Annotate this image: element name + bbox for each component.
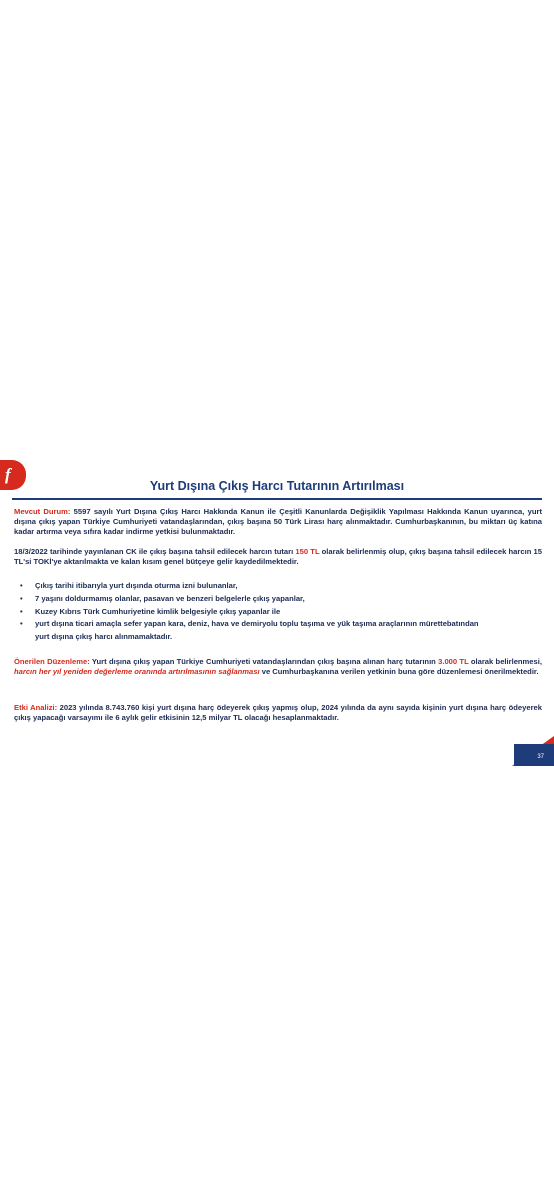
slide-title: Yurt Dışına Çıkış Harcı Tutarının Artırılması <box>149 479 405 493</box>
ck-text-before: 18/3/2022 tarihinde yayınlanan CK ile çıkış başına tahsil edilecek harcın tutarı <box>14 547 296 556</box>
list-item: • Kuzey Kıbrıs Türk Cumhuriyetine kimlik belgesiyle çıkış yapanlar ile <box>14 607 542 620</box>
list-item: • yurt dışına ticari amaçla sefer yapan kara, deniz, hava ve demiryolu toplu taşıma ve yük taşıma araçlarının mürettebatından <box>14 619 542 632</box>
ck-amount: 150 TL <box>295 547 320 556</box>
proposed-text-after: ve Cumhurbaşkanına verilen yetkinin buna göre düzenlemesi önerilmektedir. <box>259 667 539 677</box>
proposed-regulation-paragraph <box>14 657 542 677</box>
ck-text-after: olarak belirlenmiş olup, çıkış başına tahsil edilecek harcın 15 TL'si TOKİ'ye aktarılmakta ve kalan kısım genel bütçeye gelir kaydedilmektedir. <box>14 547 542 567</box>
presentation-slide <box>0 446 554 766</box>
logo-letter: f <box>5 465 11 484</box>
proposed-text-before: Yurt dışına çıkış yapan Türkiye Cumhuriyeti vatandaşlarından çıkış başına alınan harç tutarının <box>89 657 439 666</box>
exemption-list <box>14 581 542 642</box>
current-situation-text: 5597 sayılı Yurt Dışına Çıkış Harcı Hakkında Kanun ile Çeşitli Kanunlarda Değişiklik Yapılması Hakkında Kanun uyarınca, yurt dışına çıkış yapan Türkiye Cumhuriyeti vatandaşlarından, çıkış başına 50 Türk Lirası harç alınmaktadır. Cumhurbaşkanının, bu miktarı üç katına kadar artırma veya sıfıra kadar indirme yetkisi bulunmaktadır. <box>14 507 542 537</box>
list-tail: yurt dışına çıkış harcı alınmamaktadır. <box>35 632 173 642</box>
proposed-regulation-label: Önerilen Düzenleme: <box>14 657 90 666</box>
proposed-amount: 3.000 TL <box>438 657 469 666</box>
ck-paragraph <box>14 547 542 567</box>
page-number: 37 <box>537 754 544 760</box>
list-item: • Çıkış tarihi itibarıyla yurt dışında oturma izni bulunanlar, <box>14 581 542 594</box>
proposed-text-mid: olarak belirlenmesi, <box>468 657 542 666</box>
list-item: • 7 yaşını doldurmamış olanlar, pasavan ve benzeri belgelerle çıkış yapanlar, <box>14 594 542 607</box>
proposed-emphasis: harcın her yıl yeniden değerleme oranında artırılmasının sağlanması <box>14 667 260 677</box>
impact-analysis-paragraph <box>14 703 542 723</box>
page-number-box <box>514 744 554 766</box>
current-situation-label: Mevcut Durum: <box>14 507 71 516</box>
current-situation-paragraph <box>14 507 542 538</box>
impact-analysis-text: 2023 yılında 8.743.760 kişi yurt dışına harç ödeyerek çıkış yapmış olup, 2024 yılında da aynı sayıda kişinin yurt dışına harç ödeyerek çıkış yapacağı varsayımı ile 6 aylık gelir etkisinin 12,5 milyar TL olacağı hesaplanmaktadır. <box>14 703 542 723</box>
title-underline <box>12 498 542 500</box>
impact-analysis-label: Etki Analizi: <box>14 703 58 712</box>
